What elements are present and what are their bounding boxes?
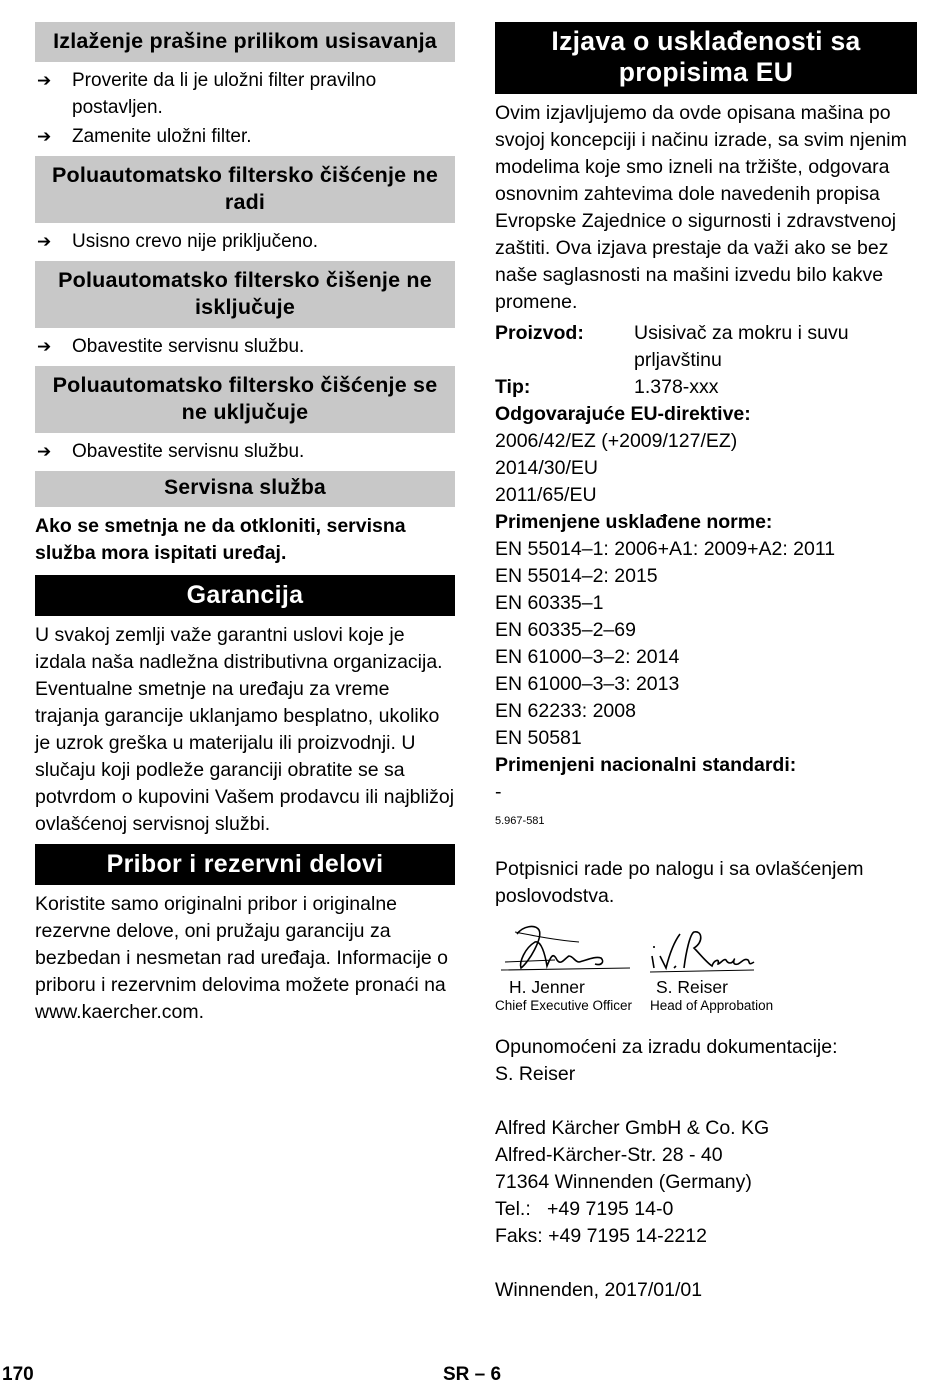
section-indicator: SR – 6 (443, 1364, 502, 1385)
norm-item: EN 50581 (495, 727, 582, 749)
signatures (495, 922, 917, 1020)
directives-label: Odgovarajuće EU-direktive: (495, 403, 751, 425)
arrow-right-icon: ➔ (37, 127, 52, 146)
section-heading-accessories: Pribor i rezervni delovi (35, 844, 455, 885)
norm-item: EN 61000–3–3: 2013 (495, 673, 680, 695)
address-line: Alfred Kärcher GmbH & Co. KG (495, 1117, 770, 1139)
declaration-intro: Ovim izjavljujemo da ovde opisana mašina po svojoj koncepciji i načinu izrade, sa svim njenim modelima koje smo izneli na tržište, odgovara osnovnim zahtevima dole navedenih propisa Evropske Zajednice o sigurnosti i zdravstvenoj zaštiti. Ova izjava prestaje da važi ako se bez naše saglasnosti na mašini izvedu bilo kakve promene. (495, 102, 907, 313)
section-heading-warranty: Garancija (35, 575, 455, 616)
directive-item: 2014/30/EU (495, 457, 598, 479)
national-standards-label: Primenjeni nacionalni standardi: (495, 754, 797, 776)
section-heading-dust: Izlaženje prašine prilikom usisavanja (35, 22, 455, 62)
national-standards-value: - (495, 781, 502, 803)
signature-reiser (650, 922, 773, 1015)
warranty-text: U svakoj zemlji važe garantni uslovi koje je izdala naša nadležna distributivna organizacija. Eventualne smetnje na uređaju za vreme trajanja garancije uklanjamo besplatno, ukoliko je uzrok greška u materijalu ili proizvodnji. U slučaju koji podleže garanciji obratite se sa potvrdom o kupovini Vašem prodavcu ili najbližoj ovlašćenoj servisnoj službi. (35, 624, 455, 835)
directive-item: 2011/65/EU (495, 484, 597, 506)
service-text: Ako se smetnja ne da otkloniti, servisna služba mora ispitati uređaj. (35, 515, 406, 564)
directive-item: 2006/42/EZ (+2009/127/EZ) (495, 430, 738, 452)
place-date: Winnenden, 2017/01/01 (495, 1279, 703, 1301)
type-row: Tip: 1.378-xxx (495, 376, 719, 398)
signature-jenner-image (495, 922, 640, 976)
list-item: ➔ Proverite da li je uložni filter pravilno postavljen. (35, 67, 455, 121)
norm-item: EN 62233: 2008 (495, 700, 636, 722)
arrow-right-icon: ➔ (37, 337, 52, 356)
address-line: Alfred-Kärcher-Str. 28 - 40 (495, 1144, 723, 1166)
list-item: ➔ Zamenite uložni filter. (35, 123, 455, 150)
arrow-right-icon: ➔ (37, 71, 52, 90)
signer-title: Head of Approbation (650, 998, 774, 1013)
signer-name: S. Reiser (656, 977, 728, 997)
right-column (495, 22, 917, 1304)
company-address (495, 1115, 917, 1250)
list-item: ➔ Obavestite servisnu službu. (35, 438, 455, 465)
list-item: ➔ Usisno crevo nije priključeno. (35, 228, 455, 255)
page-number: 170 (2, 1364, 34, 1385)
section-heading-filter-cleaning-not-working: Poluautomatsko filtersko čišćenje ne radi (35, 156, 455, 223)
signer-title: Chief Executive Officer (495, 998, 633, 1013)
norm-item: EN 55014–2: 2015 (495, 565, 658, 587)
phone-line: Tel.: +49 7195 14-0 (495, 1198, 674, 1220)
arrow-right-icon: ➔ (37, 232, 52, 251)
address-line: 71364 Winnenden (Germany) (495, 1171, 752, 1193)
signatories-text: Potpisnici rade po nalogu i sa ovlašćenjem poslovodstva. (495, 858, 864, 907)
section-heading-filter-cleaning-not-off: Poluautomatsko filtersko čišenje ne isključuje (35, 261, 455, 328)
norm-item: EN 60335–1 (495, 592, 604, 614)
signer-name: H. Jenner (509, 977, 585, 997)
left-column (35, 22, 455, 1026)
section-heading-filter-cleaning-not-on: Poluautomatsko filtersko čišćenje se ne uključuje (35, 366, 455, 433)
norm-item: EN 61000–3–2: 2014 (495, 646, 680, 668)
product-row: Proizvod: Usisivač za mokru i suvu prljavštinu (495, 322, 849, 371)
accessories-text: Koristite samo originalni pribor i originalne rezervne delove, oni pružaju garanciju za bezbedan i nesmetan rad uređaja. Informacije o priboru i rezervnim delovima možete pronaći na www.kaercher.com. (35, 893, 449, 1023)
signature-jenner (495, 922, 640, 1015)
authorized-label: Opunomoćeni za izradu dokumentacije: (495, 1036, 838, 1058)
declaration-title: Izjava o usklađenosti sa propisima EU (495, 22, 917, 94)
document-code: 5.967-581 (495, 815, 545, 827)
norm-item: EN 60335–2–69 (495, 619, 636, 641)
fax-line: Faks: +49 7195 14-2212 (495, 1225, 707, 1247)
authorized-name: S. Reiser (495, 1063, 576, 1085)
norm-item: EN 55014–1: 2006+A1: 2009+A2: 2011 (495, 538, 836, 560)
section-heading-service: Servisna služba (35, 471, 455, 507)
norms-label: Primenjene usklađene norme: (495, 511, 773, 533)
list-item: ➔ Obavestite servisnu službu. (35, 333, 455, 360)
arrow-right-icon: ➔ (37, 442, 52, 461)
signature-reiser-image (650, 922, 760, 976)
